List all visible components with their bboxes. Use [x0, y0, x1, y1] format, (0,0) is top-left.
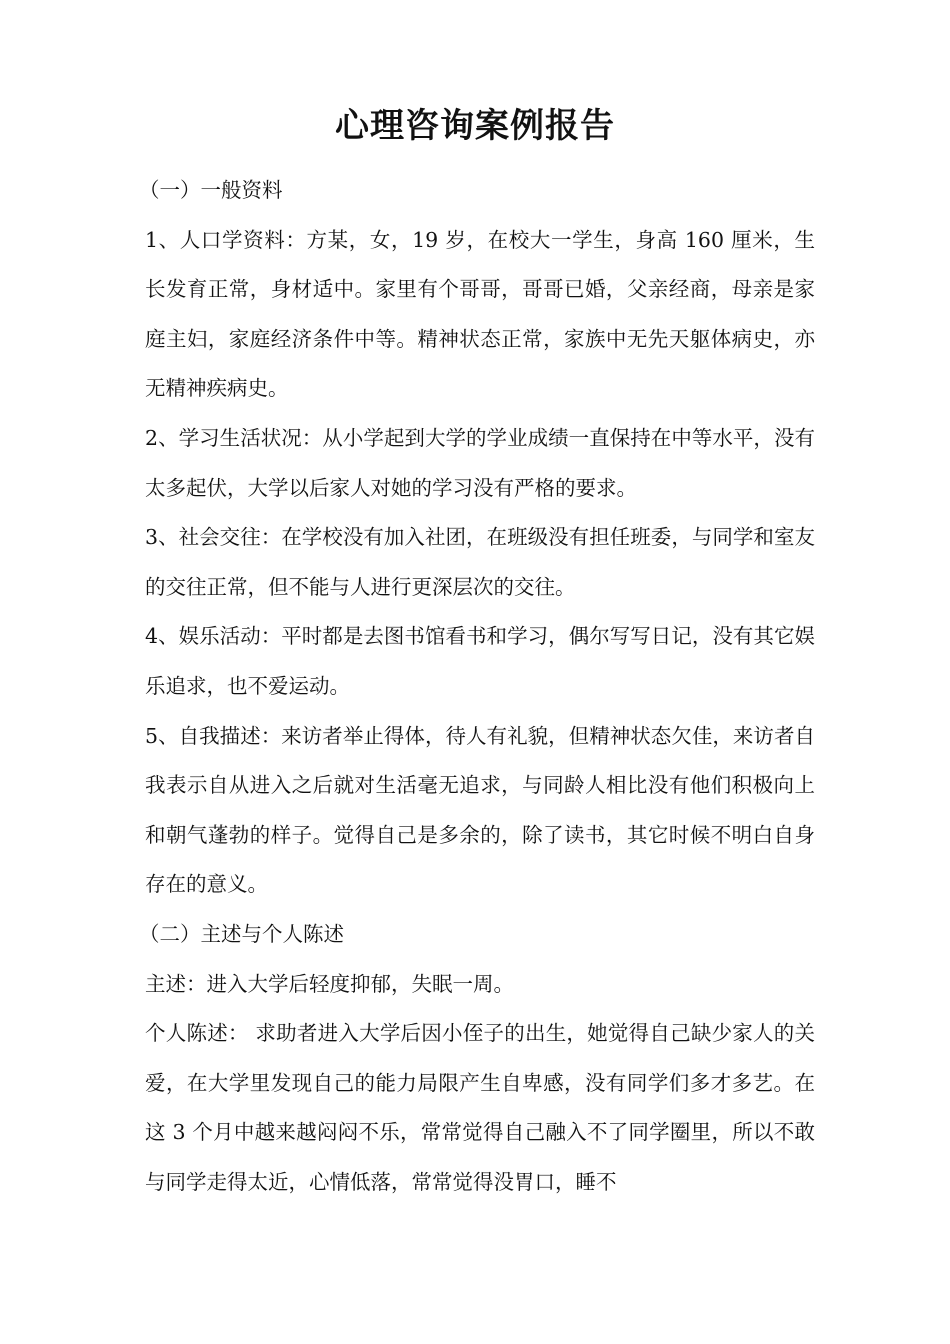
paragraph-study-life: 2、学习生活状况：从小学起到大学的学业成绩一直保持在中等水平，没有太多起伏，大学以后家人对她的学习没有严格的要求。 [145, 425, 815, 500]
paragraph-main-complaint: 主述：进入大学后轻度抑郁，失眠一周。 [145, 971, 514, 996]
paragraph-social-interaction: 3、社会交往：在学校没有加入社团，在班级没有担任班委，与同学和室友的交往正常，但不能与人进行更深层次的交往。 [145, 525, 815, 599]
paragraph-entertainment: 4、娱乐活动：平时都是去图书馆看书和学习，偶尔写写日记，没有其它娱乐追求，也不爱运动。 [145, 624, 815, 698]
paragraph-personal-statement: 个人陈述： 求助者进入大学后因小侄子的出生，她觉得自己缺少家人的关爱，在大学里发现自己的能力局限产生自卑感，没有同学们多才多艺。在这 3 个月中越来越闷闷不乐，常常觉得自己融入不了同学圈里，所以不敢与同学走得太近，心情低落，常常觉得没胃口，睡不 [145, 1021, 815, 1194]
document-body [139, 166, 815, 1207]
document-title: 心理咨询案例报告 [335, 106, 615, 146]
section-heading-complaint: （二）主述与个人陈述 [139, 921, 344, 946]
section-heading-general-info: （一）一般资料 [139, 178, 283, 202]
paragraph-self-description: 5、自我描述：来访者举止得体，待人有礼貌，但精神状态欠佳，来访者自我表示自从进入之后就对生活毫无追求，与同龄人相比没有他们积极向上和朝气蓬勃的样子。觉得自己是多余的，除了读书，其它时候不明白自身存在的意义。 [145, 723, 815, 897]
paragraph-demographics: 1、人口学资料：方某，女，19 岁，在校大一学生，身高 160 厘米，生长发育正常，身材适中。家里有个哥哥，哥哥已婚，父亲经商，母亲是家庭主妇，家庭经济条件中等。精神状态正常，家族中无先天躯体病史，亦无精神疾病史。 [145, 227, 815, 401]
